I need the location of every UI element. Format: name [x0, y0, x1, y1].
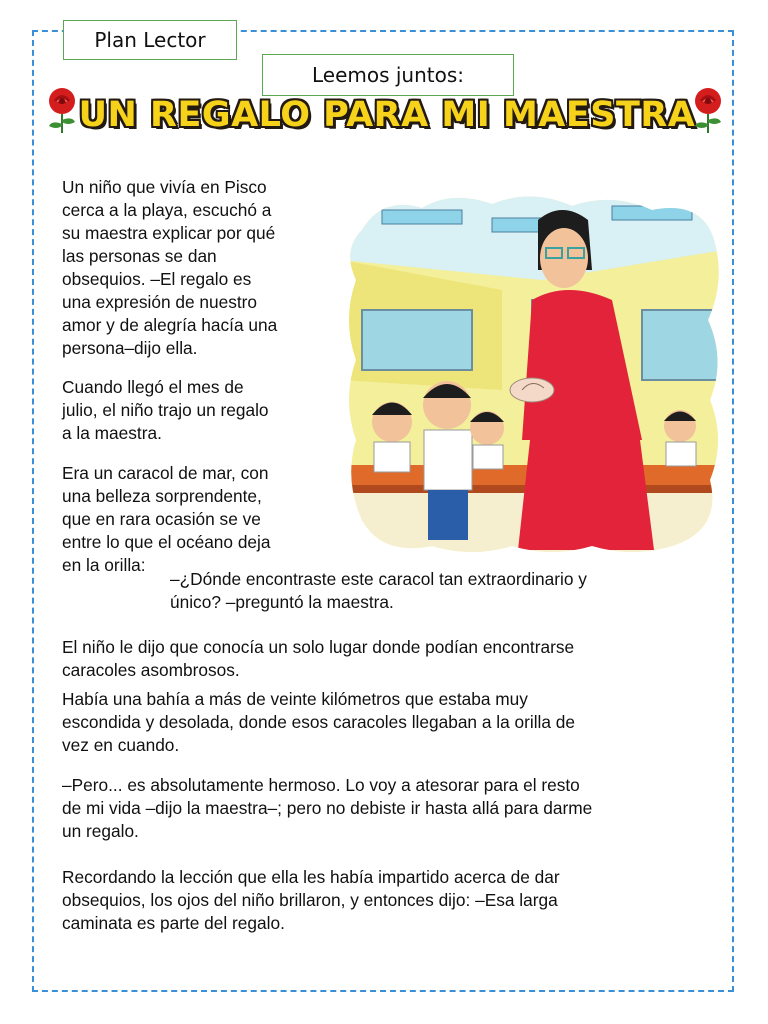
story-paragraph-6: –Pero... es absolutamente hermoso. Lo voy a atesorar para el resto de mi vida –dijo la maestra–; pero no debiste ir hasta allá para darme un regalo. [62, 775, 593, 841]
plan-lector-text: Plan Lector [94, 28, 206, 52]
plan-lector-label [63, 20, 237, 60]
rose-icon [690, 86, 726, 134]
story-paragraph-3b: –¿Dónde encontraste este caracol tan extraordinario y único? –preguntó la maestra. [170, 569, 587, 612]
title-banner [42, 90, 732, 140]
story-paragraph-5: Había una bahía a más de veinte kilómetros que estaba muy escondida y desolada, donde esos caracoles llegaban a la orilla de vez en cuando. [62, 689, 576, 755]
story-paragraph-7: Recordando la lección que ella les había impartido acerca de dar obsequios, los ojos del niño brillaron, y entonces dijo: –Esa larga caminata es parte del regalo. [62, 867, 560, 933]
story-paragraph-2: Cuando llegó el mes de julio, el niño trajo un regalo a la maestra. [62, 377, 269, 443]
story-paragraph-3: Era un caracol de mar, con una belleza sorprendente, que en rara ocasión se ve entre lo que el océano deja en la orilla: [62, 463, 271, 575]
classroom-illustration [342, 190, 724, 556]
story-paragraph-4: El niño le dijo que conocía un solo lugar donde podían encontrarse caracoles asombrosos. [62, 637, 575, 680]
story-paragraph-1: Un niño que vivía en Pisco cerca a la playa, escuchó a su maestra explicar por qué las personas se dan obsequios. –El regalo es una expresión de nuestro amor y de alegría hacía una persona–dijo ella. [62, 177, 278, 358]
story-title: UN REGALO PARA MI MAESTRA [78, 95, 696, 135]
leemos-juntos-text: Leemos juntos: [311, 63, 465, 87]
